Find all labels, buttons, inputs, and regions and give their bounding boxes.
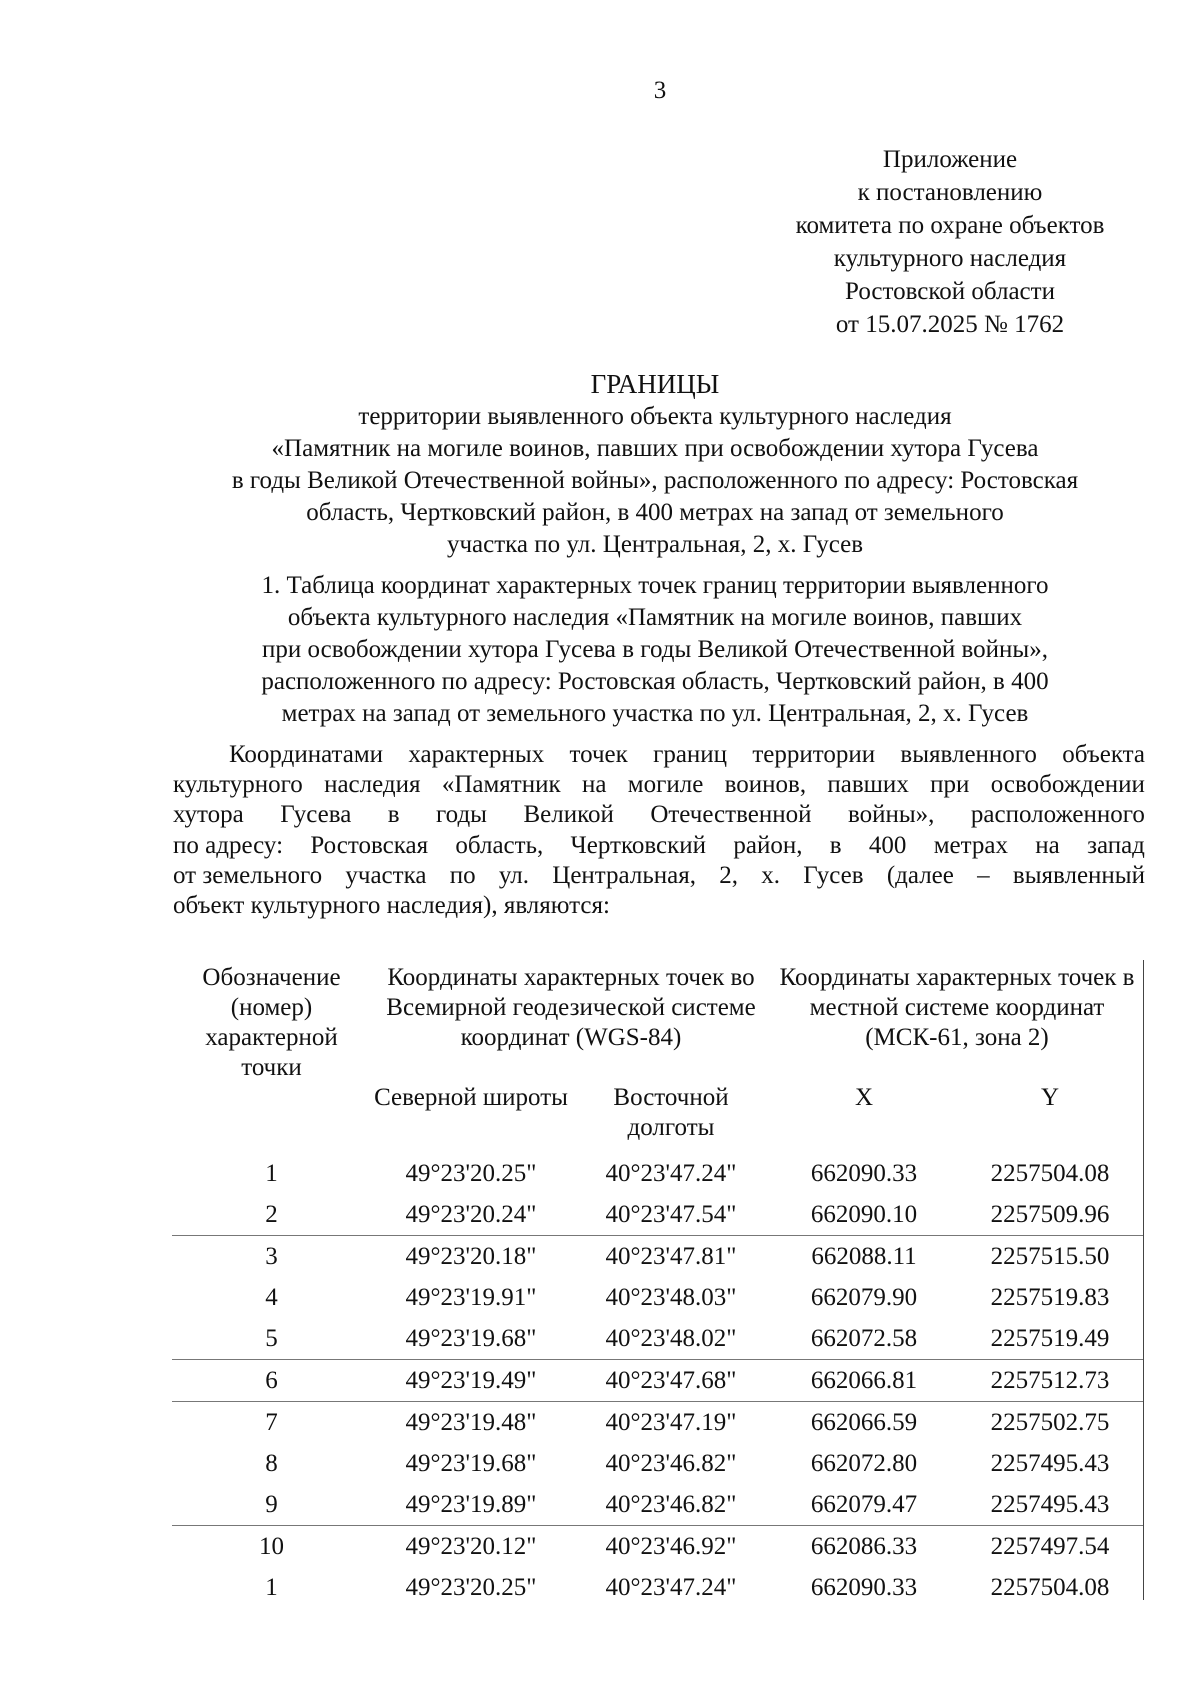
appendix-line: культурного наследия <box>833 245 1067 272</box>
cell-north: 49°23'20.25" <box>405 1574 537 1601</box>
appendix-line: Приложение <box>882 146 1018 173</box>
paragraph-word: – <box>977 861 990 889</box>
paragraph-word: в <box>829 831 842 859</box>
cell-north: 49°23'19.48" <box>371 1402 571 1444</box>
title-line: «Памятник на могиле воинов, павших при освобождении хутора Гусева <box>271 435 1039 462</box>
table-row <box>172 1277 1143 1318</box>
paragraph-word: х. <box>761 861 780 889</box>
paragraph-word: по адресу: <box>173 831 284 859</box>
paragraph-line <box>173 740 1145 770</box>
paragraph-word: Центральная, <box>552 861 696 889</box>
cell-east: 40°23'47.19" <box>571 1402 771 1444</box>
cell-north: 49°23'20.24" <box>405 1201 537 1228</box>
paragraph-word: воинов, <box>724 771 807 799</box>
paragraph-line <box>173 891 1145 921</box>
paragraph-word: Гусева <box>280 801 352 829</box>
cell-y: 2257495.43 <box>990 1491 1110 1518</box>
cell-east: 40°23'47.24" <box>605 1160 737 1187</box>
subheader-north: Северной широты <box>374 1084 568 1111</box>
cell-x: 662072.58 <box>810 1325 918 1352</box>
subheader-x: X <box>854 1084 874 1111</box>
cell-east: 40°23'47.81" <box>571 1236 771 1278</box>
paragraph-word: «Памятник <box>441 771 561 799</box>
title-line: область, Чертковский район, в 400 метрах на запад от земельного <box>306 499 1004 526</box>
cell-point: 5 <box>265 1325 278 1352</box>
subheader-east: Восточной долготы <box>613 1084 729 1141</box>
cell-x: 662079.47 <box>810 1491 918 1518</box>
cell-east: 40°23'47.68" <box>571 1360 771 1402</box>
table-row <box>172 1443 1143 1484</box>
paragraph-word: Великой <box>523 801 614 829</box>
subheader-y: Y <box>1040 1084 1060 1111</box>
cell-x: 662072.80 <box>810 1450 918 1477</box>
cell-east: 40°23'46.82" <box>605 1491 737 1518</box>
table-row <box>172 1360 1143 1402</box>
section-title-line: метрах на запад от земельного участка по ул. Центральная, 2, х. Гусев <box>281 700 1029 727</box>
paragraph-word: ул. <box>498 861 530 889</box>
body-paragraph <box>173 740 1145 921</box>
paragraph-word: Отечественной <box>650 801 812 829</box>
cell-point: 2 <box>265 1201 278 1228</box>
section-title <box>200 570 1110 730</box>
cell-east: 40°23'48.03" <box>605 1284 737 1311</box>
paragraph-word: расположенного <box>970 801 1145 829</box>
cell-north: 49°23'20.18" <box>371 1236 571 1278</box>
cell-y: 2257502.75 <box>957 1402 1143 1444</box>
paragraph-word: район, <box>733 831 803 859</box>
table-row <box>172 1194 1143 1236</box>
paragraph-word: павших <box>827 771 909 799</box>
cell-point: 6 <box>172 1360 371 1402</box>
cell-x: 662088.11 <box>771 1236 957 1278</box>
cell-point: 7 <box>172 1402 371 1444</box>
cell-x: 662086.33 <box>771 1526 957 1568</box>
paragraph-word: границ <box>653 741 728 768</box>
table-row <box>172 1567 1143 1608</box>
paragraph-word: участка <box>345 861 427 889</box>
paragraph-word: точек <box>569 741 628 768</box>
paragraph-word: на <box>1035 831 1060 859</box>
header-wgs: Координаты характерных точек во Всемирной геодезической системе координат (WGS-84) <box>386 964 756 1051</box>
cell-x: 662079.90 <box>810 1284 918 1311</box>
title-line: участка по ул. Центральная, 2, х. Гусев <box>446 531 864 558</box>
paragraph-word: Координатами <box>229 741 384 768</box>
paragraph-word: территории <box>752 741 876 768</box>
paragraph-line <box>173 770 1145 800</box>
appendix-line: комитета по охране объектов <box>795 212 1105 239</box>
paragraph-word: наследия <box>324 771 421 799</box>
table-right-border <box>1143 960 1144 1600</box>
section-title-line: расположенного по адресу: Ростовская область, Чертковский район, в 400 <box>261 668 1049 695</box>
page-number: 3 <box>653 77 667 104</box>
cell-north: 49°23'19.49" <box>371 1360 571 1402</box>
cell-point: 4 <box>265 1284 278 1311</box>
paragraph-word: выявленного <box>900 741 1037 768</box>
appendix-header <box>770 143 1130 341</box>
paragraph-word: метрах <box>933 831 1008 859</box>
cell-y: 2257504.08 <box>990 1160 1110 1187</box>
cell-x: 662090.33 <box>810 1160 918 1187</box>
cell-north: 49°23'20.25" <box>405 1160 537 1187</box>
paragraph-word: хутора <box>173 801 244 829</box>
cell-point: 10 <box>172 1526 371 1568</box>
appendix-line: к постановлению <box>857 179 1043 206</box>
paragraph-word: Гусев <box>803 861 864 889</box>
table-row <box>172 1484 1143 1526</box>
section-title-line: 1. Таблица координат характерных точек границ территории выявленного <box>261 572 1049 599</box>
cell-x: 662090.10 <box>810 1201 918 1228</box>
cell-north: 49°23'19.68" <box>405 1450 537 1477</box>
paragraph-word: объект культурного наследия), являются: <box>173 892 610 920</box>
section-title-line: при освобождении хутора Гусева в годы Великой Отечественной войны», <box>262 636 1048 663</box>
paragraph-word: объекта <box>1062 741 1145 768</box>
paragraph-line <box>173 831 1145 861</box>
title-heading: ГРАНИЦЫ <box>590 369 720 399</box>
paragraph-word: область, <box>455 831 544 859</box>
cell-north: 49°23'19.68" <box>405 1325 537 1352</box>
table-row <box>172 1153 1143 1194</box>
paragraph-word: культурного <box>173 771 303 799</box>
cell-point: 8 <box>265 1450 278 1477</box>
paragraph-word: при <box>930 771 970 799</box>
paragraph-word: Ростовская <box>310 831 429 859</box>
cell-y: 2257519.49 <box>990 1325 1110 1352</box>
paragraph-word: по <box>449 861 476 889</box>
cell-x: 662066.59 <box>771 1402 957 1444</box>
cell-east: 40°23'47.54" <box>605 1201 737 1228</box>
paragraph-word: 2, <box>719 861 738 889</box>
cell-y: 2257504.08 <box>990 1574 1110 1601</box>
cell-north: 49°23'19.89" <box>405 1491 537 1518</box>
cell-east: 40°23'47.24" <box>605 1574 737 1601</box>
paragraph-line <box>173 861 1145 891</box>
table-row <box>172 1402 1143 1444</box>
paragraph-word: 400 <box>868 831 907 859</box>
header-point: Обозначение (номер) характерной точки <box>202 964 341 1081</box>
paragraph-word: в <box>387 801 400 829</box>
paragraph-word: характерных <box>408 741 545 768</box>
paragraph-word: запад <box>1087 831 1145 859</box>
cell-east: 40°23'48.02" <box>605 1325 737 1352</box>
cell-point: 9 <box>265 1491 278 1518</box>
cell-east: 40°23'46.92" <box>571 1526 771 1568</box>
paragraph-line <box>173 800 1145 830</box>
paragraph-word: выявленный <box>1012 861 1145 889</box>
cell-y: 2257512.73 <box>957 1360 1143 1402</box>
cell-y: 2257515.50 <box>957 1236 1143 1278</box>
paragraph-word: на <box>581 771 607 799</box>
cell-y: 2257509.96 <box>990 1201 1110 1228</box>
cell-x: 662066.81 <box>771 1360 957 1402</box>
paragraph-word: могиле <box>627 771 704 799</box>
cell-point: 1 <box>265 1160 278 1187</box>
document-title <box>160 367 1150 561</box>
table-row <box>172 1236 1143 1278</box>
header-msk: Координаты характерных точек в местной системе координат (МСК-61, зона 2) <box>779 964 1135 1051</box>
cell-y: 2257495.43 <box>990 1450 1110 1477</box>
header-empty <box>172 1083 371 1153</box>
cell-y: 2257519.83 <box>990 1284 1110 1311</box>
table-row <box>172 1526 1143 1568</box>
paragraph-word: годы <box>436 801 487 829</box>
paragraph-word: войны», <box>847 801 935 829</box>
cell-north: 49°23'20.12" <box>371 1526 571 1568</box>
table-row <box>172 1318 1143 1360</box>
title-line: территории выявленного объекта культурного наследия <box>358 403 952 430</box>
cell-north: 49°23'19.91" <box>405 1284 537 1311</box>
paragraph-word: (далее <box>886 861 954 889</box>
paragraph-word: от земельного <box>173 861 323 889</box>
appendix-line: Ростовской области <box>845 278 1055 305</box>
cell-point: 3 <box>172 1236 371 1278</box>
cell-x: 662090.33 <box>810 1574 918 1601</box>
appendix-line: от 15.07.2025 № 1762 <box>835 311 1065 338</box>
paragraph-word: Чертковский <box>570 831 707 859</box>
cell-east: 40°23'46.82" <box>605 1450 737 1477</box>
cell-point: 1 <box>265 1574 278 1601</box>
title-line: в годы Великой Отечественной войны», расположенного по адресу: Ростовская <box>231 467 1079 494</box>
coordinates-table <box>172 963 1143 1608</box>
section-title-line: объекта культурного наследия «Памятник на могиле воинов, павших <box>287 604 1023 631</box>
cell-y: 2257497.54 <box>957 1526 1143 1568</box>
paragraph-word: освобождении <box>990 771 1145 799</box>
